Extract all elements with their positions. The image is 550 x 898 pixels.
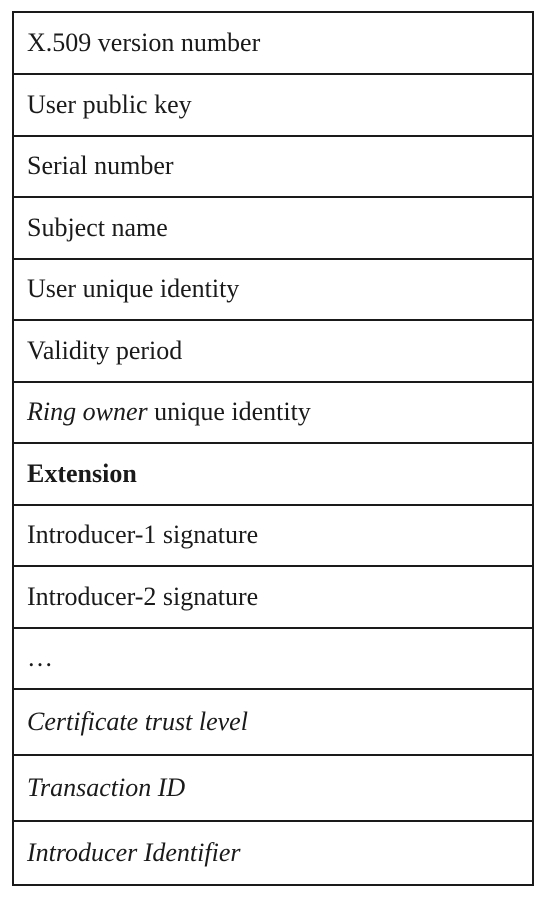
row-label: Introducer-2 signature bbox=[27, 581, 259, 611]
table-row-subject-name bbox=[14, 196, 532, 258]
table-row-introducer-2-signature bbox=[14, 565, 532, 627]
table-row-public-key bbox=[14, 73, 532, 135]
table-row-user-unique-identity bbox=[14, 258, 532, 320]
row-label: User public key bbox=[27, 89, 192, 119]
row-label: unique identity bbox=[147, 397, 311, 427]
row-label: Certificate trust level bbox=[27, 707, 248, 736]
row-label: X.509 version number bbox=[27, 28, 261, 57]
table-row-ring-owner-identity bbox=[14, 381, 532, 443]
row-label: Transaction ID bbox=[27, 773, 186, 802]
row-label: Validity period bbox=[27, 335, 183, 365]
row-label-italic-part: Ring owner bbox=[27, 397, 148, 427]
row-label: User unique identity bbox=[27, 274, 240, 304]
row-label: … bbox=[27, 643, 53, 673]
row-label: Introducer Identifier bbox=[27, 838, 241, 867]
table-row-version bbox=[14, 13, 532, 73]
table-row-ellipsis bbox=[14, 627, 532, 689]
row-label: Serial number bbox=[27, 151, 174, 181]
table-row-certificate-trust-level bbox=[14, 688, 532, 754]
table-row-introducer-1-signature bbox=[14, 504, 532, 566]
table-row-validity-period bbox=[14, 319, 532, 381]
table-row-transaction-id bbox=[14, 754, 532, 820]
table-row-serial-number bbox=[14, 135, 532, 197]
certificate-structure-table bbox=[12, 11, 534, 886]
row-label: Subject name bbox=[27, 212, 168, 242]
table-row-introducer-identifier bbox=[14, 820, 532, 884]
row-label: Introducer-1 signature bbox=[27, 520, 259, 550]
table-row-extension-heading bbox=[14, 442, 532, 504]
row-label: Extension bbox=[27, 458, 137, 488]
